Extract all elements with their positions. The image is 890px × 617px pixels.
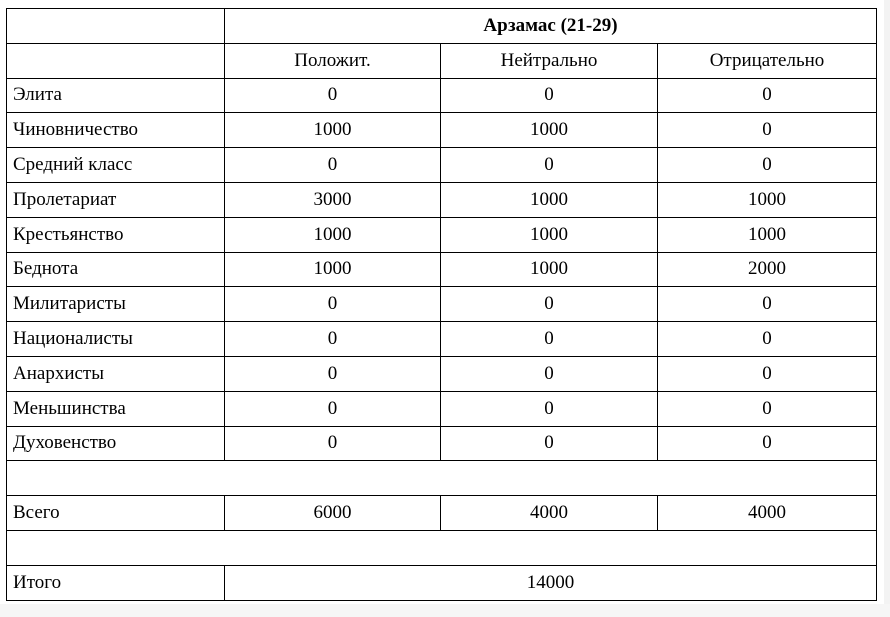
value-cell: 0 <box>441 322 658 357</box>
value-cell: 1000 <box>658 217 877 252</box>
table-row <box>7 356 877 391</box>
table-row <box>7 252 877 287</box>
value-cell: 1000 <box>225 252 441 287</box>
value-cell: 0 <box>658 322 877 357</box>
table-row <box>7 287 877 322</box>
row-label: Анархисты <box>7 356 225 391</box>
table-row <box>7 182 877 217</box>
value-cell: 0 <box>658 113 877 148</box>
value-cell: 2000 <box>658 252 877 287</box>
column-header-neutral: Нейтрально <box>441 43 658 78</box>
row-label: Крестьянство <box>7 217 225 252</box>
value-cell: 1000 <box>225 113 441 148</box>
spacer-row <box>7 530 877 565</box>
total-row <box>7 496 877 531</box>
value-cell: 0 <box>225 287 441 322</box>
grand-total-label: Итого <box>7 565 225 600</box>
value-cell: 1000 <box>441 217 658 252</box>
table-row <box>7 113 877 148</box>
table-row <box>7 391 877 426</box>
total-value: 6000 <box>225 496 441 531</box>
page-edge <box>0 604 890 617</box>
row-label: Элита <box>7 78 225 113</box>
empty-row-cell <box>7 530 877 565</box>
value-cell: 0 <box>441 356 658 391</box>
corner-cell <box>7 9 225 44</box>
row-label: Беднота <box>7 252 225 287</box>
value-cell: 1000 <box>658 182 877 217</box>
row-label: Пролетариат <box>7 182 225 217</box>
value-cell: 0 <box>658 287 877 322</box>
value-cell: 0 <box>225 356 441 391</box>
page-edge <box>884 0 890 617</box>
row-label: Меньшинства <box>7 391 225 426</box>
value-cell: 0 <box>225 78 441 113</box>
empty-row-cell <box>7 461 877 496</box>
table-row <box>7 78 877 113</box>
table-row <box>7 217 877 252</box>
value-cell: 0 <box>225 426 441 461</box>
value-cell: 0 <box>658 148 877 183</box>
row-label: Духовенство <box>7 426 225 461</box>
column-header-positive: Положит. <box>225 43 441 78</box>
title-row <box>7 9 877 44</box>
results-table <box>6 8 877 601</box>
table-row <box>7 426 877 461</box>
value-cell: 0 <box>225 322 441 357</box>
grand-total-value: 14000 <box>225 565 877 600</box>
row-label: Чиновничество <box>7 113 225 148</box>
spacer-row <box>7 461 877 496</box>
value-cell: 1000 <box>441 182 658 217</box>
total-value: 4000 <box>441 496 658 531</box>
value-cell: 0 <box>658 426 877 461</box>
row-label: Националисты <box>7 322 225 357</box>
row-label: Средний класс <box>7 148 225 183</box>
grand-total-row <box>7 565 877 600</box>
value-cell: 1000 <box>441 113 658 148</box>
value-cell: 0 <box>441 391 658 426</box>
value-cell: 0 <box>441 78 658 113</box>
value-cell: 0 <box>658 391 877 426</box>
value-cell: 0 <box>441 148 658 183</box>
value-cell: 3000 <box>225 182 441 217</box>
value-cell: 0 <box>441 426 658 461</box>
total-value: 4000 <box>658 496 877 531</box>
value-cell: 1000 <box>225 217 441 252</box>
value-cell: 0 <box>441 287 658 322</box>
table-title: Арзамас (21-29) <box>225 9 877 44</box>
column-header-row <box>7 43 877 78</box>
value-cell: 0 <box>225 391 441 426</box>
table-row <box>7 322 877 357</box>
value-cell: 1000 <box>441 252 658 287</box>
total-label: Всего <box>7 496 225 531</box>
corner-cell <box>7 43 225 78</box>
value-cell: 0 <box>658 356 877 391</box>
column-header-negative: Отрицательно <box>658 43 877 78</box>
value-cell: 0 <box>658 78 877 113</box>
table-row <box>7 148 877 183</box>
value-cell: 0 <box>225 148 441 183</box>
row-label: Милитаристы <box>7 287 225 322</box>
